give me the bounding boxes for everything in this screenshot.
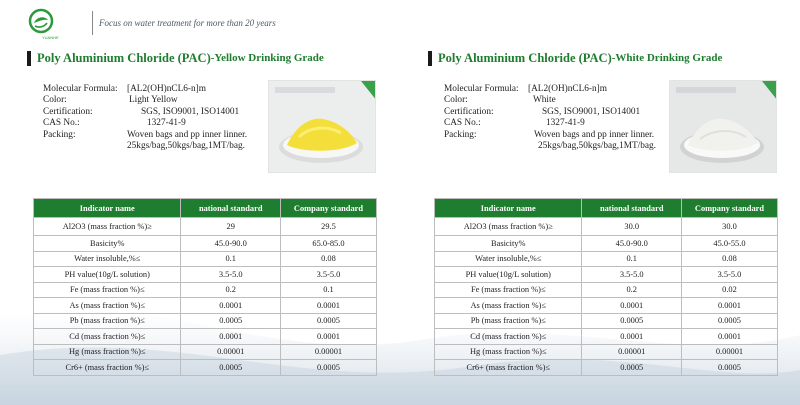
table-row	[435, 267, 778, 283]
column-header-indicator: Indicator name	[34, 199, 181, 218]
cell-national: 0.2	[181, 282, 280, 298]
cell-indicator: Cd (mass fraction %)≤	[435, 329, 582, 345]
cell-indicator: As (mass fraction %)≤	[435, 298, 582, 314]
product-title	[27, 50, 387, 66]
table-row	[34, 236, 377, 252]
cell-national: 3.5-5.0	[181, 267, 280, 283]
spec-value: White	[533, 95, 556, 106]
cell-company: 0.0005	[681, 360, 777, 376]
cell-company: 0.0001	[681, 329, 777, 345]
cell-company: 0.00001	[280, 344, 376, 360]
header-divider	[92, 11, 93, 35]
spec-label: Color:	[444, 95, 468, 106]
cell-indicator: Cr6+ (mass fraction %)≤	[435, 360, 582, 376]
cell-national: 0.0001	[181, 329, 280, 345]
specification-table-white	[434, 198, 778, 376]
cell-national: 0.0001	[181, 298, 280, 314]
cell-company: 3.5-5.0	[280, 267, 376, 283]
column-header-company: Company standard	[280, 199, 376, 218]
logo-wordmark: YUANHE	[42, 35, 59, 40]
cell-national: 0.0005	[582, 313, 681, 329]
spec-label: Packing:	[43, 129, 76, 140]
table-row	[34, 267, 377, 283]
indicator-table	[33, 198, 377, 376]
cell-national: 29	[181, 218, 280, 236]
column-header-national: national standard	[181, 199, 280, 218]
spec-row-packing	[43, 130, 268, 141]
cell-national: 30.0	[582, 218, 681, 236]
cell-indicator: Cr6+ (mass fraction %)≤	[34, 360, 181, 376]
cell-national: 0.0005	[582, 360, 681, 376]
spec-row-certification	[444, 107, 669, 118]
product-title-grade: -White Drinking Grade	[611, 52, 723, 64]
spec-label: Color:	[43, 95, 67, 106]
cell-indicator: Al2O3 (mass fraction %)≥	[435, 218, 582, 236]
table-row	[34, 360, 377, 376]
cell-indicator: PH value(10g/L solution)	[34, 267, 181, 283]
cell-indicator: Pb (mass fraction %)≤	[34, 313, 181, 329]
cell-national: 45.0-90.0	[582, 236, 681, 252]
company-logo-icon	[26, 8, 56, 38]
cell-indicator: PH value(10g/L solution)	[435, 267, 582, 283]
cell-national: 3.5-5.0	[582, 267, 681, 283]
specification-table-yellow	[33, 198, 377, 376]
table-row	[34, 282, 377, 298]
cell-national: 0.0001	[582, 329, 681, 345]
product-specs	[444, 84, 669, 152]
table-header-row	[34, 199, 377, 218]
spec-row-certification	[43, 107, 268, 118]
spec-row-packing-sizes	[444, 141, 669, 152]
company-tagline: Focus on water treatment for more than 20 years	[99, 18, 276, 28]
table-row	[34, 218, 377, 236]
product-title-grade: -Yellow Drinking Grade	[210, 52, 324, 64]
cell-indicator: Hg (mass fraction %)≤	[34, 344, 181, 360]
cell-national: 0.0005	[181, 360, 280, 376]
table-row	[34, 344, 377, 360]
table-header-row	[435, 199, 778, 218]
spec-label	[444, 141, 528, 152]
product-panel-yellow	[27, 50, 387, 372]
spec-row-formula	[444, 84, 669, 95]
white-powder-plate-icon	[670, 81, 777, 173]
product-panel-white	[428, 50, 788, 372]
table-row	[34, 313, 377, 329]
spec-row-color	[43, 95, 268, 106]
table-row	[435, 282, 778, 298]
cell-national: 0.1	[181, 251, 280, 267]
table-row	[34, 329, 377, 345]
product-photo-white-powder	[669, 80, 777, 173]
spec-label: Certification:	[43, 106, 93, 117]
spec-row-cas	[43, 118, 268, 129]
cell-company: 45.0-55.0	[681, 236, 777, 252]
cell-national: 0.00001	[582, 344, 681, 360]
table-row	[34, 298, 377, 314]
title-accent-bar	[428, 51, 432, 66]
cell-indicator: Water insoluble,%≤	[435, 251, 582, 267]
page-header	[26, 8, 276, 38]
spec-value: 1327-41-9	[546, 118, 585, 129]
cell-indicator: Pb (mass fraction %)≤	[435, 313, 582, 329]
cell-indicator: Al2O3 (mass fraction %)≥	[34, 218, 181, 236]
cell-indicator: Fe (mass fraction %)≤	[34, 282, 181, 298]
product-photo-yellow-powder	[268, 80, 376, 173]
column-header-national: national standard	[582, 199, 681, 218]
table-row	[435, 329, 778, 345]
cell-company: 0.0001	[681, 298, 777, 314]
spec-label: CAS No.:	[43, 118, 80, 129]
cell-company: 0.08	[681, 251, 777, 267]
cell-national: 0.0005	[181, 313, 280, 329]
cell-company: 0.0005	[280, 360, 376, 376]
product-title-main: Poly Aluminium Chloride (PAC)	[37, 50, 211, 65]
spec-value: 25kgs/bag,50kgs/bag,1MT/bag.	[127, 141, 246, 152]
table-row	[435, 313, 778, 329]
product-title	[428, 50, 788, 66]
cell-national: 0.2	[582, 282, 681, 298]
table-row	[435, 218, 778, 236]
spec-value: Woven bags and pp inner linner.	[534, 129, 655, 140]
cell-company: 30.0	[681, 218, 777, 236]
spec-value: 1327-41-9	[147, 118, 186, 129]
spec-row-color	[444, 95, 669, 106]
cell-company: 0.0001	[280, 298, 376, 314]
cell-company: 0.1	[280, 282, 376, 298]
indicator-table	[434, 198, 778, 376]
spec-value: [AL2(OH)nCL6-n]m	[127, 84, 207, 94]
cell-indicator: Hg (mass fraction %)≤	[435, 344, 582, 360]
cell-company: 3.5-5.0	[681, 267, 777, 283]
column-header-indicator: Indicator name	[435, 199, 582, 218]
table-row	[34, 251, 377, 267]
cell-company: 29.5	[280, 218, 376, 236]
cell-indicator: As (mass fraction %)≤	[34, 298, 181, 314]
spec-value: Woven bags and pp inner linner.	[127, 129, 248, 140]
spec-value: SGS, ISO9001, ISO14001	[542, 106, 641, 117]
spec-row-cas	[444, 118, 669, 129]
table-row	[435, 360, 778, 376]
product-title-main: Poly Aluminium Chloride (PAC)	[438, 50, 612, 65]
spec-value: [AL2(OH)nCL6-n]m	[528, 84, 608, 94]
cell-national: 0.0001	[582, 298, 681, 314]
spec-value: Light Yellow	[129, 95, 178, 106]
table-row	[435, 236, 778, 252]
cell-national: 0.00001	[181, 344, 280, 360]
table-row	[435, 344, 778, 360]
spec-row-formula	[43, 84, 268, 95]
spec-label: Molecular Formula:	[444, 84, 519, 94]
yellow-powder-plate-icon	[269, 81, 376, 173]
cell-company: 0.0001	[280, 329, 376, 345]
table-row	[435, 298, 778, 314]
spec-row-packing	[444, 130, 669, 141]
spec-value: 25kgs/bag,50kgs/bag,1MT/bag.	[538, 141, 657, 152]
spec-label: CAS No.:	[444, 118, 481, 129]
cell-national: 0.1	[582, 251, 681, 267]
product-specs	[43, 84, 268, 152]
spec-label: Certification:	[444, 106, 494, 117]
cell-company: 0.08	[280, 251, 376, 267]
spec-label: Molecular Formula:	[43, 84, 118, 94]
spec-label: Packing:	[444, 129, 477, 140]
cell-company: 0.02	[681, 282, 777, 298]
column-header-company: Company standard	[681, 199, 777, 218]
cell-company: 0.00001	[681, 344, 777, 360]
spec-row-packing-sizes	[43, 141, 268, 152]
cell-indicator: Basicity%	[34, 236, 181, 252]
cell-indicator: Basicity%	[435, 236, 582, 252]
cell-company: 0.0005	[280, 313, 376, 329]
cell-indicator: Water insoluble,%≤	[34, 251, 181, 267]
cell-company: 0.0005	[681, 313, 777, 329]
spec-value: SGS, ISO9001, ISO14001	[141, 106, 240, 117]
spec-label	[43, 141, 127, 152]
table-row	[435, 251, 778, 267]
cell-indicator: Fe (mass fraction %)≤	[435, 282, 582, 298]
cell-company: 65.0-85.0	[280, 236, 376, 252]
cell-national: 45.0-90.0	[181, 236, 280, 252]
title-accent-bar	[27, 51, 31, 66]
cell-indicator: Cd (mass fraction %)≤	[34, 329, 181, 345]
